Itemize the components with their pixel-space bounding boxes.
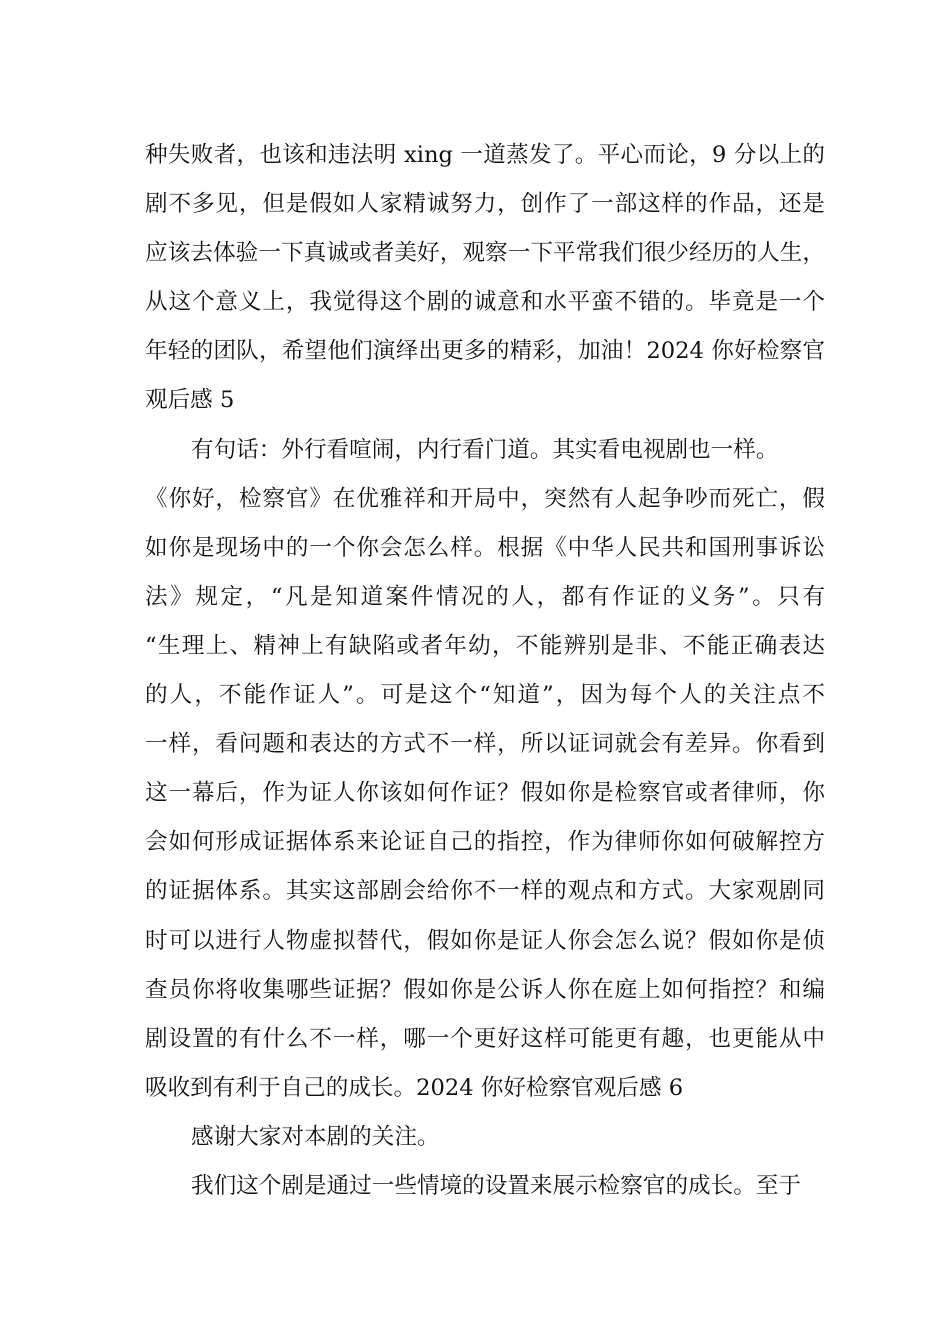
paragraph (145, 131, 825, 426)
text-line: 的证据体系。其实这部剧会给你不一样的观点和方式。大家观剧同 (145, 878, 825, 905)
text-line: 剧设置的有什么不一样，哪一个更好这样可能更有趣，也更能从中 (145, 1025, 825, 1052)
document-body (145, 131, 825, 1211)
paragraph (145, 426, 825, 1113)
text-line: 会如何形成证据体系来论证自己的指控，作为律师你如何破解控方 (145, 829, 825, 856)
text-line: 应该去体验一下真诚或者美好，观察一下平常我们很少经历的人生， (145, 240, 825, 267)
text-line: 查员你将收集哪些证据？假如你是公诉人你在庭上如何指控？和编 (145, 976, 825, 1003)
text-line: 我们这个剧是通过一些情境的设置来展示检察官的成长。至于 (191, 1172, 802, 1199)
text-line: 剧不多见，但是假如人家精诚努力，创作了一部这样的作品，还是 (145, 191, 825, 218)
text-line: 时可以进行人物虚拟替代，假如你是证人你会怎么说？假如你是侦 (145, 927, 825, 954)
text-line: 观后感 5 (145, 387, 235, 414)
text-line: 一样，看问题和表达的方式不一样，所以证词就会有差异。你看到 (145, 731, 825, 758)
text-line: 年轻的团队，希望他们演绎出更多的精彩，加油！2024 你好检察官 (145, 338, 825, 365)
text-line: 从这个意义上，我觉得这个剧的诚意和水平蛮不错的。毕竟是一个 (145, 289, 825, 316)
text-line: 吸收到有利于自己的成长。2024 你好检察官观后感 6 (145, 1074, 684, 1101)
text-line: 这一幕后，作为证人你该如何作证？假如你是检察官或者律师，你 (145, 780, 825, 807)
text-line: “生理上、精神上有缺陷或者年幼，不能辨别是非、不能正确表达 (145, 632, 825, 659)
text-line: 法》规定，“凡是知道案件情况的人，都有作证的义务”。只有 (145, 583, 825, 610)
text-line: 的人，不能作证人”。可是这个“知道”，因为每个人的关注点不 (145, 682, 825, 709)
text-line: 有句话：外行看喧闹，内行看门道。其实看电视剧也一样。 (191, 436, 779, 463)
text-line: 如你是现场中的一个你会怎么样。根据《中华人民共和国刑事诉讼 (145, 534, 825, 561)
text-line: 《你好，检察官》在优雅祥和开局中，突然有人起争吵而死亡，假 (145, 485, 825, 512)
paragraph (145, 1113, 825, 1162)
paragraph (145, 1162, 825, 1211)
text-line: 种失败者，也该和违法明 xing 一道蒸发了。平心而论，9 分以上的 (145, 142, 825, 168)
text-line: 感谢大家对本剧的关注。 (191, 1123, 440, 1150)
